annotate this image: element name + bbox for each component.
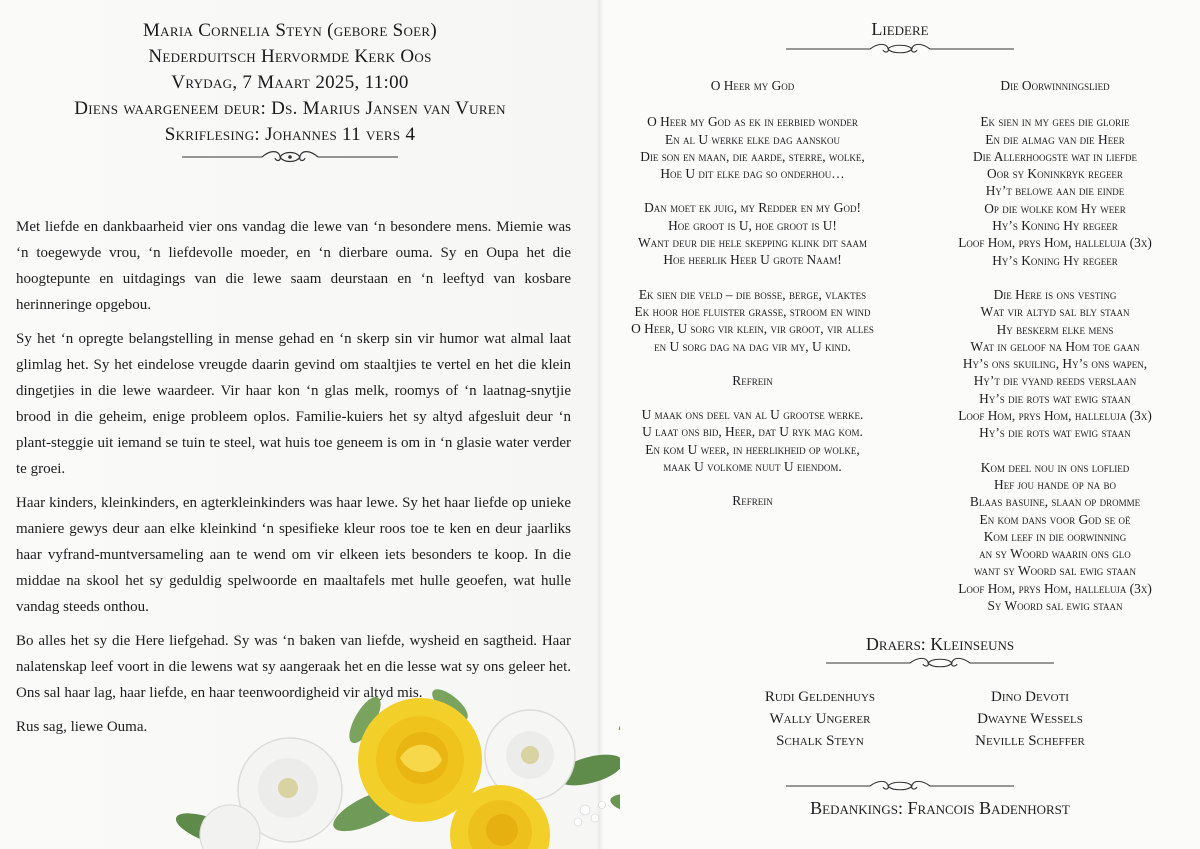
lyric-line: Hy’s die rots wat ewig staan (979, 390, 1131, 406)
lyric-line: Hy’s Koning Hy regeer (992, 252, 1118, 268)
ornament-divider-icon (820, 655, 1060, 671)
lyric-line: Loof Hom, prys Hom, halleluja (3x) (958, 408, 1152, 424)
lyric-line: Hy’t belowe aan die einde (985, 183, 1125, 199)
song-stanza (600, 286, 905, 355)
eulogy-closing: Rus sag, liewe Ouma. (16, 719, 148, 735)
lyric-line: Want deur die hele skepping klink dit saam (637, 235, 868, 251)
pallbearers-section (740, 634, 1140, 676)
lyric-line: Blaas basuine, slaan op dromme (969, 494, 1141, 510)
lyric-line: an sy Woord waarin ons glo (979, 546, 1131, 562)
acknowledgements: Bedankings: Francois Badenhorst (810, 798, 1070, 818)
lyric-line: Wat vir altyd sal bly staan (980, 304, 1130, 320)
song-die-oorwinningslied (905, 77, 1200, 631)
eulogy-paragraph: Haar kinders, kleinkinders, en agterkleinkinders was haar lewe. Sy het haar liefde op unieke maniere gewys deur aan elke kleinkind ‘n spesifieke kleur roos toe te ken en deur jaarliks haar vyfrand-muntversameling aan te wend om vir elkeen iets besonders te koop. In die middae na skool het sy geduldig spelwoorde en maaltafels met hulle geoefen, wat hulle vandag steeds onthou. (16, 495, 571, 615)
pallbearer-name: Rudi Geldenhuys (764, 689, 876, 705)
song-stanza (905, 113, 1200, 269)
pallbearer-name: Wally Ungerer (769, 711, 871, 727)
pallbearers-left (720, 686, 920, 752)
pallbearer-name: Neville Scheffer (975, 733, 1085, 749)
lyric-line: En die almag van die Heer (985, 131, 1125, 147)
scripture-reading: Skriflesing: Johannes 11 vers 4 (164, 124, 416, 145)
service-header (20, 18, 560, 166)
lyric-line: En kom dans voor God se oë (979, 511, 1131, 527)
lyric-line: Ek sien in my gees die glorie (980, 114, 1130, 130)
lyric-line: Sy Woord sal ewig staan (987, 598, 1123, 614)
lyric-line: en U sorg dag na dag vir my, U kind. (654, 338, 851, 354)
lyric-line: Hy’s die rots wat ewig staan (979, 425, 1131, 441)
lyric-line: Dan moet ek juig, my Redder en my God! (644, 200, 861, 216)
lyric-line: Die Here is ons vesting (993, 286, 1117, 302)
deceased-name: Maria Cornelia Steyn (gebore Soer) (142, 20, 438, 41)
service-date: Vrydag, 7 Maart 2025, 11:00 (171, 72, 409, 93)
lyric-line: Hy’s Koning Hy regeer (992, 218, 1118, 234)
lyric-line: Hy’s ons skuiling, Hy’s ons wapen, (962, 356, 1148, 372)
pallbearer-name: Dwayne Wessels (977, 711, 1083, 727)
church-name: Nederduitsch Hervormde Kerk Oos (148, 46, 432, 67)
song-stanza (600, 199, 905, 268)
song-title: Die Oorwinningslied (1000, 78, 1110, 93)
song-stanza (905, 459, 1200, 615)
song-stanza (905, 286, 1200, 442)
lyric-line: want sy Woord sal ewig staan (974, 563, 1136, 579)
right-page (600, 0, 1200, 849)
eulogy-paragraph: Met liefde en dankbaarheid vier ons vandag die lewe van ‘n besondere mens. Miemie was ‘n toegewyde vrou, ‘n liefdevolle moeder, en ‘n dierbare ouma. Sy en Oupa het die hoogtepunte en uitdagings van die lewe saam deurstaan en ‘n leeftyd van kosbare herinneringe opgebou. (16, 219, 571, 313)
pallbearer-name: Schalk Steyn (776, 733, 864, 749)
ornament-divider-icon (780, 778, 1020, 794)
lyric-line: Hy beskerm elke mens (996, 321, 1114, 337)
lyric-line: Loof Hom, prys Hom, halleluja (3x) (958, 580, 1152, 596)
lyric-line: Die son en maan, die aarde, sterre, wolke, (640, 148, 865, 164)
lyric-line: Ek sien die veld – die bosse, berge, vlaktes (638, 286, 867, 302)
ornament-divider-icon (180, 148, 400, 166)
lyric-line: U maak ons deel van al U grootse werke. (641, 407, 864, 423)
eulogy-paragraph: Sy het ‘n opregte belangstelling in mense gehad en ‘n skerp sin vir humor wat almal laat glimlag het. Sy het eindelose vreugde daarin gevind om staaltjies te vertel en het die klein dingetjies in die lewe waardeer. Vir haar kon ‘n glas melk, roomys of ‘n laatnag-snytjie brood in die geheim, enige probleem oplos. Familie-kuiers het sy altyd afgesluit deur ‘n plant-steggie uit iemand se tuin te steel, wat huis toe geneem is om in ‘n glasie water verder te groei. (16, 331, 571, 477)
lyric-line: Wat in geloof na Hom toe gaan (970, 338, 1140, 354)
songs-section (780, 18, 1020, 62)
pallbearers-title: Draers: Kleinseuns (865, 634, 1015, 654)
song-title: O Heer my God (710, 78, 795, 93)
lyric-line: O Heer my God as ek in eerbied wonder (647, 114, 858, 130)
lyric-line: Op die wolke kom Hy weer (984, 200, 1126, 216)
lyric-line: Oor sy Koninkryk regeer (987, 166, 1123, 182)
officiant: Diens waargeneem deur: Ds. Marius Jansen van Vuren (74, 98, 506, 119)
song-stanza (600, 406, 905, 475)
lyric-line: O Heer, U sorg vir klein, vir groot, vir alles (631, 321, 874, 337)
refrain-label: Refrein (732, 372, 773, 388)
lyric-line: Die Allerhoogste wat in liefde (973, 148, 1137, 164)
song-stanza (600, 113, 905, 182)
lyric-line: En al U werke elke dag aanskou (665, 131, 840, 147)
lyric-line: U laat ons bid, Heer, dat U ryk mag kom. (642, 424, 863, 440)
lyric-line: Hef jou hande op na bo (994, 476, 1116, 492)
songs-title: Liedere (871, 19, 929, 39)
eulogy-paragraph: Bo alles het sy die Here liefgehad. Sy was ‘n baken van liefde, wysheid en sagtheid. Haar nalatenskap leef voort in die lewens wat sy aangeraak het en die lesse wat sy ons geleer het. Ons sal haar lag, haar liefde, en haar teenwoordigheid vir altyd mis. (16, 633, 571, 701)
pallbearers-right (920, 686, 1140, 752)
lyric-line: maak U volkome nuut U eiendom. (663, 459, 842, 475)
lyric-line: Ek hoor hoe fluister grasse, stroom en wind (634, 303, 871, 319)
rose-bouquet-icon (170, 660, 620, 849)
lyric-line: Loof Hom, prys Hom, halleluja (3x) (958, 235, 1152, 251)
lyric-line: Hoe heerlik Heer U grote Naam! (663, 252, 842, 268)
refrain-label: Refrein (732, 493, 773, 509)
ornament-divider-icon (780, 41, 1020, 57)
pallbearer-name: Dino Devoti (991, 689, 1069, 705)
lyric-line: Kom leef in die oorwinning (983, 528, 1127, 544)
lyric-line: Hoe groot is U, hoe groot is U! (668, 217, 837, 233)
song-o-heer-my-god (600, 77, 905, 527)
lyric-line: Hy’t die vyand reeds verslaan (973, 373, 1137, 389)
lyric-line: Kom deel nou in ons loflied (980, 459, 1130, 475)
lyric-line: En kom U weer, in heerlikheid op wolke, (645, 441, 860, 457)
lyric-line: Hoe U dit elke dag so onderhou… (660, 166, 845, 182)
